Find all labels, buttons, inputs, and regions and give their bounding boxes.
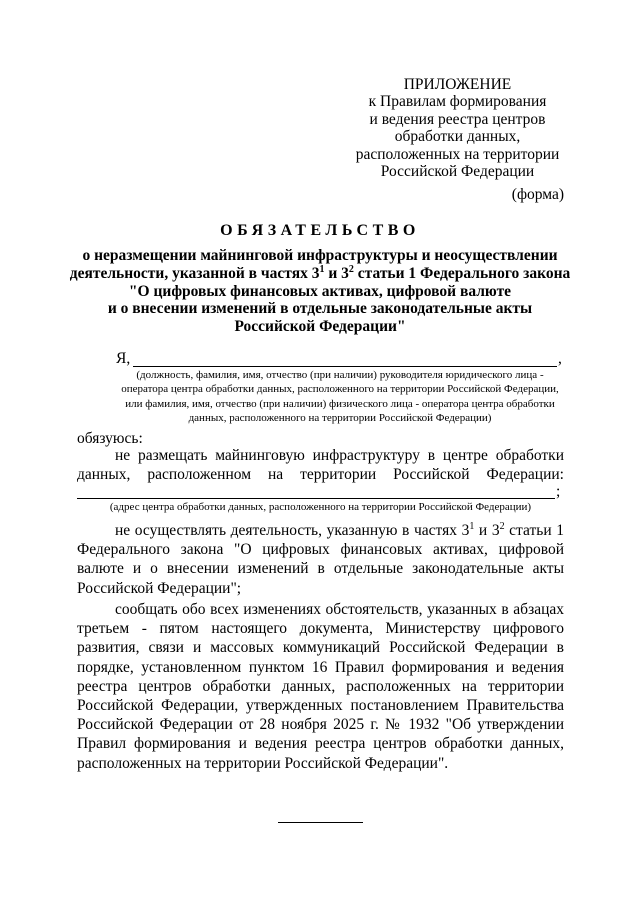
caption-line: (должность, фамилия, имя, отчество (при наличии) руководителя юридического лица -	[136, 369, 544, 381]
subtitle-text: и 3	[324, 264, 349, 282]
subtitle-text: статьи 1 Федерального закона	[353, 264, 571, 282]
subtitle-line	[60, 265, 580, 283]
appendix-line: расположенных на территории	[355, 145, 560, 163]
appendix-line: Российской Федерации	[380, 163, 535, 181]
appendix-line: к Правилам формирования	[368, 93, 547, 111]
address-fill-line[interactable]	[77, 498, 555, 499]
subtitle-line: Российской Федерации"	[234, 318, 406, 336]
appendix-header	[330, 76, 585, 180]
paragraph-text: статьи 1 Федерального закона "О цифровых финансовых активах, цифровой валюте и о внесении изменений в отдельные законодательные акты Российской Федерации";	[77, 522, 564, 597]
subtitle-text: деятельности, указанной в частях 3	[69, 264, 320, 282]
subtitle-line: "О цифровых финансовых активах, цифровой валюте	[128, 282, 512, 300]
pledge-verb: обязуюсь:	[77, 430, 143, 447]
appendix-line: ПРИЛОЖЕНИЕ	[403, 76, 512, 93]
paragraph-no-mining: не размещать майнинговую инфраструктуру в центре обработки данных, расположенном на территории Российской Федерации:	[77, 447, 564, 484]
superscript: 1	[319, 263, 325, 275]
pledge-comma: ,	[558, 350, 562, 367]
form-label: (форма)	[511, 186, 564, 203]
pledge-ya: Я,	[116, 350, 131, 367]
caption-line: оператора центра обработки данных, расположенного на территории Российской Федерации,	[121, 383, 559, 396]
end-divider	[278, 822, 363, 823]
subtitle-line: и о внесении изменений в отдельные законодательные акты	[107, 300, 533, 318]
appendix-line: обработки данных,	[394, 128, 521, 146]
caption-line: или фамилия, имя, отчество (при наличии) физического лица - оператора центра обработки	[125, 397, 555, 410]
superscript: 1	[469, 520, 475, 532]
address-semicolon: ;	[556, 483, 561, 500]
paragraph-text: и 3	[474, 522, 500, 539]
paragraph-report-changes: сообщать обо всех изменениях обстоятельств, указанных в абзацах третьем - пятом настоящего документа, Министерству цифрового развития, связи и массовых коммуникаций Российской Федерации в порядке, установленном пунктом 16 Правил формирования и ведения реестра центров обработки данных, расположенных на территории Российской Федерации, утвержденных постановлением Правительства Российской Федерации от 28 ноября 2025 г. № 1932 "Об утверждении Правил формирования и ведения реестра центров обработки данных, расположенных на территории Российской Федерации".	[77, 601, 564, 772]
paragraph-text: не осуществлять деятельность, указанную в частях 3	[115, 522, 470, 539]
name-fill-line[interactable]	[133, 366, 557, 367]
address-caption: (адрес центра обработки данных, расположенного на территории Российской Федерации)	[109, 501, 532, 513]
caption-line: данных, расположенного на территории Российской Федерации)	[188, 412, 492, 425]
document-subtitle	[60, 247, 580, 336]
appendix-line: и ведения реестра центров	[369, 110, 546, 128]
paragraph-no-activity	[77, 521, 564, 598]
subtitle-line: о неразмещении майнинговой инфраструктуры и неосуществлении	[82, 247, 558, 264]
superscript: 2	[499, 520, 505, 532]
superscript: 2	[348, 263, 354, 275]
name-caption	[110, 368, 570, 426]
document-title: ОБЯЗАТЕЛЬСТВО	[220, 222, 420, 239]
